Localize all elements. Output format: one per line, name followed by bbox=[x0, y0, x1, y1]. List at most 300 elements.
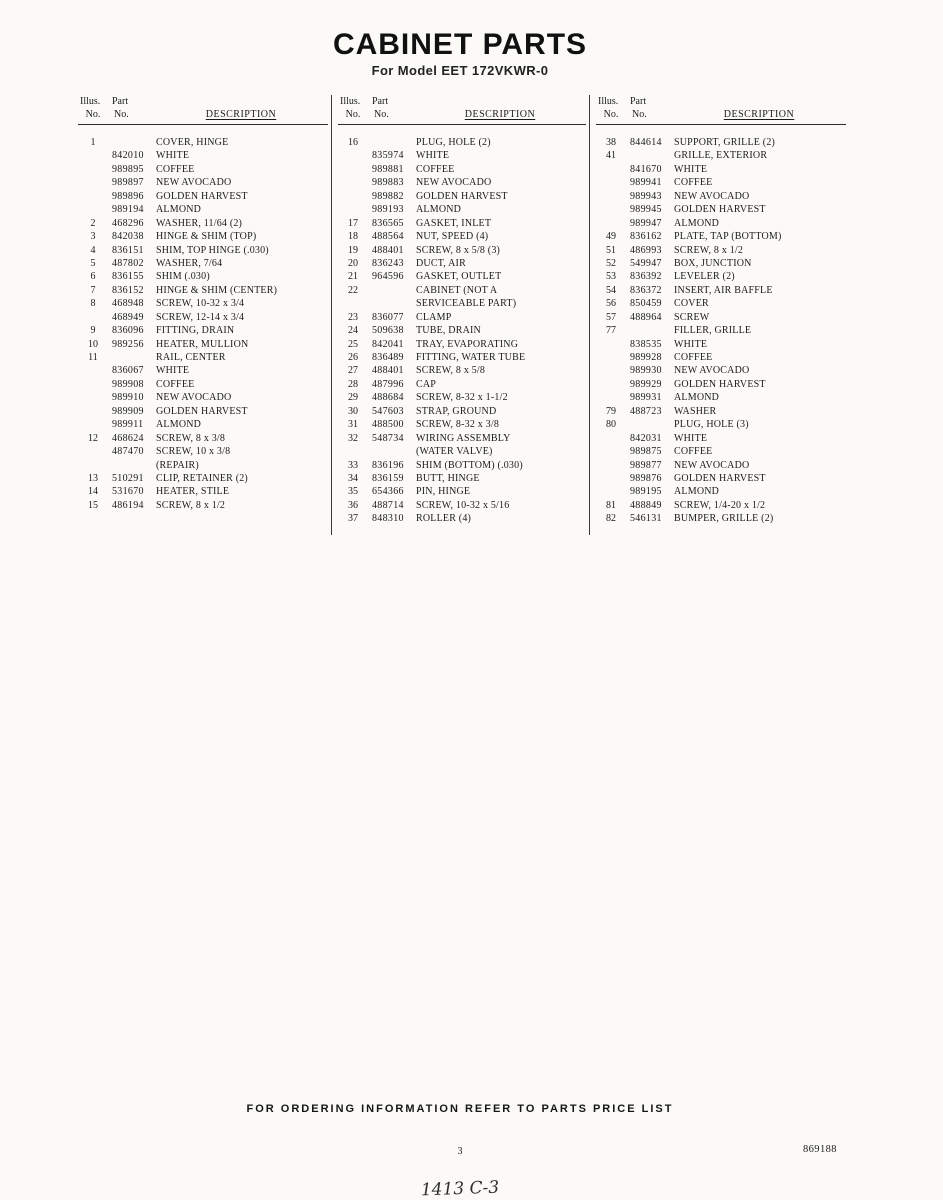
description: SCREW bbox=[674, 311, 710, 323]
illus-no: 52 bbox=[606, 257, 616, 269]
description: WASHER, 7/64 bbox=[156, 257, 223, 269]
table-row bbox=[78, 311, 328, 324]
table-row bbox=[596, 324, 846, 337]
part-no: 836152 bbox=[112, 284, 144, 296]
table-row bbox=[338, 432, 586, 445]
part-no: 836162 bbox=[630, 231, 662, 243]
table-row bbox=[78, 163, 328, 176]
illus-no: 5 bbox=[90, 257, 96, 269]
description: SCREW, 8-32 x 3/8 bbox=[416, 419, 500, 431]
description: SCREW, 8 x 1/2 bbox=[674, 244, 744, 256]
illus-no bbox=[596, 217, 626, 230]
part-no: 488401 bbox=[372, 244, 404, 256]
table-row bbox=[338, 136, 586, 149]
description: COFFEE bbox=[416, 163, 455, 175]
illus-no bbox=[596, 459, 626, 472]
part-no: 848310 bbox=[372, 513, 404, 525]
illus-no bbox=[78, 391, 108, 404]
description-header-label: DESCRIPTION bbox=[205, 109, 277, 120]
description: ALMOND bbox=[156, 204, 202, 216]
table-row bbox=[338, 176, 586, 189]
description-header-label: DESCRIPTION bbox=[464, 109, 536, 120]
description: WHITE bbox=[416, 150, 450, 162]
description: COFFEE bbox=[674, 352, 713, 363]
description: INSERT, AIR BAFFLE bbox=[674, 284, 773, 296]
part-no: 835974 bbox=[372, 150, 404, 162]
part-no: 549947 bbox=[630, 257, 662, 269]
illus-no: 79 bbox=[606, 405, 616, 417]
part-no: 850459 bbox=[630, 298, 662, 310]
part-no: 989897 bbox=[112, 177, 144, 189]
part-no: 468948 bbox=[112, 298, 144, 310]
part-no-label: No. bbox=[632, 109, 647, 120]
part-no: 838535 bbox=[630, 338, 662, 350]
table-row bbox=[338, 485, 586, 498]
illus-no: 25 bbox=[348, 338, 358, 350]
parts-column-1 bbox=[78, 95, 328, 512]
table-row bbox=[596, 364, 846, 377]
illus-no bbox=[338, 163, 368, 176]
description: BUTT, HINGE bbox=[416, 472, 480, 484]
table-row bbox=[338, 472, 586, 485]
illus-no bbox=[338, 203, 368, 216]
part-no: 989876 bbox=[630, 472, 662, 484]
description: NEW AVOCADO bbox=[156, 177, 232, 189]
description: WASHER, 11/64 (2) bbox=[156, 217, 243, 229]
illus-no: 51 bbox=[606, 244, 616, 256]
part-no: 836489 bbox=[372, 352, 404, 363]
description: GOLDEN HARVEST bbox=[156, 190, 248, 202]
table-header bbox=[78, 95, 328, 125]
description: COFFEE bbox=[674, 446, 713, 458]
illus-no-label: No. bbox=[345, 109, 361, 120]
description: NEW AVOCADO bbox=[674, 459, 750, 471]
table-row bbox=[596, 432, 846, 445]
part-no bbox=[108, 459, 154, 472]
part-no: 836196 bbox=[372, 459, 404, 471]
table-row bbox=[78, 499, 328, 512]
illus-no: 10 bbox=[88, 338, 98, 350]
illus-no: 81 bbox=[606, 499, 616, 511]
description: SHIM, TOP HINGE (.030) bbox=[156, 244, 269, 256]
illus-no bbox=[78, 149, 108, 162]
part-no: 548734 bbox=[372, 432, 404, 444]
table-row bbox=[338, 324, 586, 337]
description: CLAMP bbox=[416, 311, 452, 323]
illus-no: 36 bbox=[348, 499, 358, 511]
table-row bbox=[338, 459, 586, 472]
illus-no: 56 bbox=[606, 298, 616, 310]
illus-no: 80 bbox=[606, 419, 616, 431]
illus-header-label: Illus. bbox=[340, 96, 361, 107]
illus-no: 24 bbox=[348, 325, 358, 337]
description: SERVICEABLE PART) bbox=[416, 298, 517, 310]
illus-no: 35 bbox=[348, 486, 358, 498]
table-row bbox=[596, 445, 846, 458]
illus-no: 38 bbox=[606, 137, 616, 148]
table-row bbox=[338, 351, 586, 364]
part-no: 989908 bbox=[112, 378, 144, 390]
part-no: 488849 bbox=[630, 499, 662, 511]
table-row bbox=[596, 230, 846, 243]
part-no: 989930 bbox=[630, 365, 662, 377]
illus-no: 41 bbox=[606, 150, 616, 162]
description: HEATER, STILE bbox=[156, 486, 230, 498]
description: SCREW, 10 x 3/8 bbox=[156, 446, 231, 458]
part-no: 486194 bbox=[112, 499, 144, 511]
part-no bbox=[108, 351, 154, 364]
document-number: 869188 bbox=[803, 1144, 837, 1155]
part-no: 989195 bbox=[630, 486, 662, 498]
description: ALMOND bbox=[416, 204, 462, 216]
column-divider bbox=[331, 95, 332, 535]
table-row bbox=[596, 499, 846, 512]
description: TRAY, EVAPORATING bbox=[416, 338, 519, 350]
description: NUT, SPEED (4) bbox=[416, 231, 489, 243]
table-row bbox=[596, 351, 846, 364]
description: (WATER VALVE) bbox=[416, 446, 493, 458]
illus-no-label: No. bbox=[85, 109, 101, 120]
part-no: 487470 bbox=[112, 446, 144, 458]
description: SCREW, 10-32 x 5/16 bbox=[416, 499, 510, 511]
part-header-label: Part bbox=[372, 96, 389, 107]
table-row bbox=[596, 244, 846, 257]
part-no: 989909 bbox=[112, 405, 144, 417]
table-row bbox=[338, 418, 586, 431]
description: WHITE bbox=[674, 338, 708, 350]
table-row bbox=[338, 244, 586, 257]
description: ALMOND bbox=[674, 217, 720, 229]
table-row bbox=[78, 391, 328, 404]
table-row bbox=[338, 391, 586, 404]
table-row bbox=[596, 270, 846, 283]
illus-no bbox=[596, 190, 626, 203]
description: FILLER, GRILLE bbox=[674, 325, 752, 337]
description: WIRING ASSEMBLY bbox=[416, 432, 511, 444]
description: COFFEE bbox=[674, 177, 713, 189]
part-no bbox=[626, 324, 672, 337]
illus-no: 28 bbox=[348, 378, 358, 390]
description: GRILLE, EXTERIOR bbox=[674, 150, 768, 162]
description: HEATER, MULLION bbox=[156, 338, 249, 350]
table-row bbox=[78, 270, 328, 283]
table-row bbox=[596, 391, 846, 404]
description: WHITE bbox=[156, 365, 190, 377]
table-row bbox=[338, 230, 586, 243]
description: SCREW, 10-32 x 3/4 bbox=[156, 298, 245, 310]
table-header-line-1 bbox=[596, 95, 846, 108]
description: CABINET (NOT A bbox=[416, 284, 498, 296]
table-row bbox=[596, 459, 846, 472]
illus-no: 82 bbox=[606, 513, 616, 525]
description-header-label: DESCRIPTION bbox=[723, 109, 795, 120]
description: TUBE, DRAIN bbox=[416, 325, 481, 337]
parts-rows bbox=[78, 136, 328, 512]
table-row bbox=[338, 203, 586, 216]
illus-no bbox=[596, 432, 626, 445]
description: SCREW, 12-14 x 3/4 bbox=[156, 311, 245, 323]
description: COVER, HINGE bbox=[156, 137, 229, 148]
part-no: 989945 bbox=[630, 204, 662, 216]
table-row bbox=[338, 149, 586, 162]
description: FITTING, WATER TUBE bbox=[416, 352, 526, 363]
page-number: 3 bbox=[457, 1146, 463, 1157]
description: GOLDEN HARVEST bbox=[674, 378, 766, 390]
illus-no: 22 bbox=[348, 284, 358, 296]
part-no: 488401 bbox=[372, 365, 404, 377]
table-row bbox=[338, 405, 586, 418]
part-no: 486993 bbox=[630, 244, 662, 256]
table-header-line-2 bbox=[338, 108, 586, 121]
illus-no bbox=[596, 391, 626, 404]
illus-no: 29 bbox=[348, 392, 358, 404]
illus-no: 16 bbox=[348, 137, 358, 148]
part-no: 989256 bbox=[112, 338, 144, 350]
part-no: 989943 bbox=[630, 190, 662, 202]
description: ALMOND bbox=[674, 486, 720, 498]
table-row bbox=[78, 485, 328, 498]
illus-no bbox=[78, 176, 108, 189]
table-row bbox=[78, 418, 328, 431]
description: GOLDEN HARVEST bbox=[674, 204, 766, 216]
description: COVER bbox=[674, 298, 709, 310]
column-divider bbox=[589, 95, 590, 535]
illus-no: 77 bbox=[606, 325, 616, 337]
part-no bbox=[626, 149, 672, 162]
part-no bbox=[368, 297, 414, 310]
description: BUMPER, GRILLE (2) bbox=[674, 513, 774, 525]
part-no: 836372 bbox=[630, 284, 662, 296]
illus-no: 4 bbox=[90, 244, 96, 256]
table-row bbox=[338, 190, 586, 203]
illus-no bbox=[338, 445, 368, 458]
parts-rows bbox=[596, 136, 846, 526]
part-no: 836392 bbox=[630, 271, 662, 283]
illus-no bbox=[78, 203, 108, 216]
table-row bbox=[338, 270, 586, 283]
description: GOLDEN HARVEST bbox=[156, 405, 248, 417]
description: SHIM (BOTTOM) (.030) bbox=[416, 459, 523, 471]
parts-rows bbox=[338, 136, 586, 526]
illus-no bbox=[596, 364, 626, 377]
illus-no bbox=[596, 351, 626, 364]
description: SCREW, 8 x 5/8 bbox=[416, 365, 486, 377]
part-no: 836077 bbox=[372, 311, 404, 323]
table-row bbox=[596, 311, 846, 324]
description: GOLDEN HARVEST bbox=[674, 472, 766, 484]
description: LEVELER (2) bbox=[674, 271, 735, 283]
table-row bbox=[596, 405, 846, 418]
description: WHITE bbox=[674, 163, 708, 175]
part-no: 844614 bbox=[630, 137, 662, 148]
part-no: 989193 bbox=[372, 204, 404, 216]
table-row bbox=[78, 459, 328, 472]
illus-no: 32 bbox=[348, 432, 358, 444]
illus-no: 31 bbox=[348, 419, 358, 431]
part-no: 836096 bbox=[112, 325, 144, 337]
part-no: 842031 bbox=[630, 432, 662, 444]
part-no: 836565 bbox=[372, 217, 404, 229]
table-row bbox=[596, 217, 846, 230]
table-row bbox=[78, 378, 328, 391]
illus-no: 14 bbox=[88, 486, 98, 498]
illus-no: 3 bbox=[90, 231, 96, 243]
illus-no bbox=[78, 378, 108, 391]
part-no bbox=[368, 284, 414, 297]
table-row bbox=[596, 418, 846, 431]
table-row bbox=[78, 176, 328, 189]
illus-no bbox=[78, 311, 108, 324]
illus-no: 18 bbox=[348, 231, 358, 243]
table-row bbox=[78, 338, 328, 351]
description: SHIM (.030) bbox=[156, 271, 210, 283]
table-row bbox=[78, 445, 328, 458]
illus-header-label: Illus. bbox=[80, 96, 101, 107]
table-row bbox=[596, 176, 846, 189]
part-header-label: Part bbox=[112, 96, 129, 107]
illus-no: 9 bbox=[90, 325, 96, 337]
table-row bbox=[338, 378, 586, 391]
part-no: 468296 bbox=[112, 217, 144, 229]
illus-no: 27 bbox=[348, 365, 358, 377]
part-no: 842010 bbox=[112, 150, 144, 162]
illus-no: 30 bbox=[348, 405, 358, 417]
part-no: 836243 bbox=[372, 257, 404, 269]
table-row bbox=[78, 284, 328, 297]
part-no: 989929 bbox=[630, 378, 662, 390]
description: PLATE, TAP (BOTTOM) bbox=[674, 231, 782, 243]
illus-no bbox=[596, 445, 626, 458]
part-no bbox=[368, 445, 414, 458]
illus-no bbox=[596, 378, 626, 391]
illus-no: 6 bbox=[90, 271, 96, 283]
description: FITTING, DRAIN bbox=[156, 325, 235, 337]
part-no: 841670 bbox=[630, 163, 662, 175]
table-header-line-2 bbox=[596, 108, 846, 121]
illus-no bbox=[78, 190, 108, 203]
part-no: 989877 bbox=[630, 459, 662, 471]
page-title: CABINET PARTS bbox=[332, 28, 588, 61]
table-row bbox=[338, 512, 586, 525]
parts-column-3 bbox=[596, 95, 846, 526]
table-row bbox=[78, 364, 328, 377]
illus-no bbox=[596, 472, 626, 485]
part-no: 468949 bbox=[112, 311, 144, 323]
parts-column-2 bbox=[338, 95, 586, 526]
illus-no: 54 bbox=[606, 284, 616, 296]
table-row bbox=[78, 149, 328, 162]
description: STRAP, GROUND bbox=[416, 405, 497, 417]
part-no: 546131 bbox=[630, 513, 662, 525]
part-no: 989896 bbox=[112, 190, 144, 202]
illus-no: 11 bbox=[88, 352, 98, 363]
description: WHITE bbox=[156, 150, 190, 162]
part-no: 989895 bbox=[112, 163, 144, 175]
part-no: 989910 bbox=[112, 392, 144, 404]
part-no: 842041 bbox=[372, 338, 404, 350]
table-row bbox=[338, 364, 586, 377]
description: RAIL, CENTER bbox=[156, 352, 226, 363]
table-header-line-1 bbox=[78, 95, 328, 108]
part-no: 468624 bbox=[112, 432, 144, 444]
illus-no bbox=[338, 176, 368, 189]
description: WASHER bbox=[674, 405, 717, 417]
description: SCREW, 1/4-20 x 1/2 bbox=[674, 499, 766, 511]
illus-no bbox=[596, 485, 626, 498]
illus-no: 23 bbox=[348, 311, 358, 323]
table-row bbox=[338, 499, 586, 512]
table-row bbox=[78, 203, 328, 216]
part-no: 488964 bbox=[630, 311, 662, 323]
illus-no: 33 bbox=[348, 459, 358, 471]
table-row bbox=[596, 163, 846, 176]
description: DUCT, AIR bbox=[416, 257, 466, 269]
illus-no: 17 bbox=[348, 217, 358, 229]
illus-no: 12 bbox=[88, 432, 98, 444]
description: NEW AVOCADO bbox=[674, 190, 750, 202]
table-row bbox=[78, 257, 328, 270]
description: SUPPORT, GRILLE (2) bbox=[674, 137, 776, 148]
table-row bbox=[596, 297, 846, 310]
table-row bbox=[596, 485, 846, 498]
description: (REPAIR) bbox=[156, 459, 199, 471]
part-no: 510291 bbox=[112, 472, 144, 484]
illus-no bbox=[596, 203, 626, 216]
illus-no bbox=[78, 405, 108, 418]
part-no: 488714 bbox=[372, 499, 404, 511]
part-no: 964596 bbox=[372, 271, 404, 283]
part-no-label: No. bbox=[114, 109, 129, 120]
illus-no: 57 bbox=[606, 311, 616, 323]
illus-header-label: Illus. bbox=[598, 96, 619, 107]
table-row bbox=[338, 163, 586, 176]
table-header-line-2 bbox=[78, 108, 328, 121]
illus-no: 37 bbox=[348, 513, 358, 525]
description: CAP bbox=[416, 378, 437, 390]
part-no: 989883 bbox=[372, 177, 404, 189]
table-header bbox=[338, 95, 586, 125]
description: BOX, JUNCTION bbox=[674, 257, 752, 269]
description: PLUG, HOLE (3) bbox=[674, 419, 749, 431]
description: SCREW, 8 x 3/8 bbox=[156, 432, 226, 444]
description: GASKET, OUTLET bbox=[416, 271, 502, 283]
table-row bbox=[596, 512, 846, 525]
table-row bbox=[78, 244, 328, 257]
description: NEW AVOCADO bbox=[674, 365, 750, 377]
table-row bbox=[338, 257, 586, 270]
description: WHITE bbox=[674, 432, 708, 444]
description: GOLDEN HARVEST bbox=[416, 190, 508, 202]
illus-no: 21 bbox=[348, 271, 358, 283]
handwritten-note: 1413 C-3 bbox=[420, 1177, 500, 1200]
table-row bbox=[596, 203, 846, 216]
table-row bbox=[596, 284, 846, 297]
table-row bbox=[338, 284, 586, 297]
illus-no: 19 bbox=[348, 244, 358, 256]
illus-no bbox=[338, 297, 368, 310]
table-row bbox=[338, 338, 586, 351]
table-row bbox=[338, 217, 586, 230]
illus-no bbox=[78, 163, 108, 176]
description: SCREW, 8-32 x 1-1/2 bbox=[416, 392, 508, 404]
description: HINGE & SHIM (CENTER) bbox=[156, 284, 278, 296]
part-no: 547603 bbox=[372, 405, 404, 417]
part-no: 989928 bbox=[630, 352, 662, 363]
part-no bbox=[108, 136, 154, 149]
description: CLIP, RETAINER (2) bbox=[156, 472, 248, 484]
table-row bbox=[338, 297, 586, 310]
illus-no bbox=[596, 176, 626, 189]
